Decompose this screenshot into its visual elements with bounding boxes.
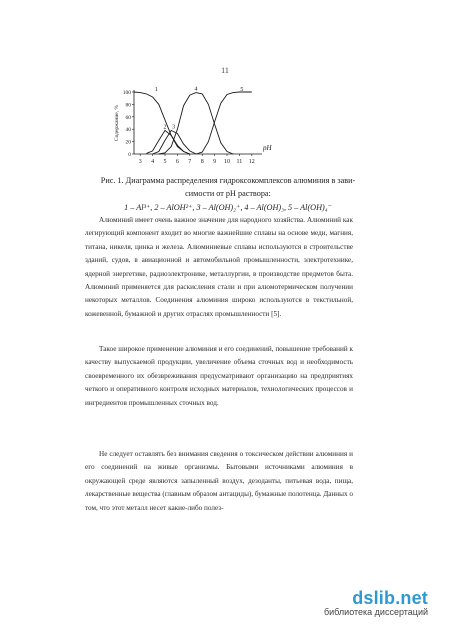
figure-caption-line-2: симости от рН раствора: bbox=[185, 189, 271, 198]
x-tick-label: 3 bbox=[138, 159, 142, 165]
paragraph: Алюминий имеет очень важное значение для народного хозяйства. Алюминий как легирующий компонент входит во многие важнейшие сплавы на основе меди, магния, титана, никеля, цинка и железа. Алюминиевые сплавы используются в строительстве зданий, судов, в авиационной и автомобильной промышленности, электротехнике, ядерной энергетике, радиоэлектронике, металлургии, в производстве предметов быта. Алюминий применяется для раскисления стали и при алюмотермическом получении некоторых металлов. Соединения алюминия широко используются в текстильной, кожевенной, бумажной и других отраслях промышленности [5]. bbox=[85, 216, 353, 318]
x-tick-label: 7 bbox=[188, 159, 192, 165]
series-label-1: 1 bbox=[154, 87, 158, 93]
page-number: 11 bbox=[221, 66, 229, 75]
x-tick-label: 8 bbox=[200, 159, 204, 165]
y-tick-label: 40 bbox=[125, 127, 131, 134]
series-label-4: 4 bbox=[194, 86, 198, 93]
series-line-1 bbox=[134, 92, 190, 154]
site-logo[interactable]: dslib.net bbox=[352, 588, 428, 608]
y-axis-label: Содержание, % bbox=[114, 104, 120, 142]
series-line-5 bbox=[196, 92, 252, 154]
x-tick-label: 6 bbox=[175, 159, 179, 165]
ph-distribution-chart bbox=[108, 84, 278, 170]
y-tick-label: 100 bbox=[122, 90, 131, 96]
figure-caption-line-1: Рис. 1. Диаграмма распределения гидроксокомплексов алюминия в зави- bbox=[100, 176, 356, 185]
series-line-3 bbox=[153, 130, 196, 154]
series-label-5: 5 bbox=[240, 87, 244, 93]
y-tick-label: 60 bbox=[125, 114, 131, 121]
paragraph: Не следует оставлять без внимания сведения о токсическом действии алюминия и его соединений на живые организмы. Бытовыми источниками алюминия в окружающей среде являются запыленный воздух, дезоданты, питьевая вода, пища, лекарственные вещества (главным образом антациды), бумажные полотенца. Данных о том, что этот металл несет какие-либо полез- bbox=[85, 450, 353, 512]
site-watermark[interactable] bbox=[324, 588, 428, 617]
x-axis-label: pH bbox=[263, 144, 272, 152]
site-tagline: библиотека диссертаций bbox=[323, 607, 428, 617]
series-label-2: 2 bbox=[163, 124, 167, 131]
x-tick-label: 9 bbox=[213, 159, 217, 165]
paragraph: Такое широкое применение алюминия и его соединений, повышение требований к качеству выпускаемой продукции, увеличение объема сточных вод и необходимость своевременного их обезвреживания предусматривают организацию на предприятиях четкого и оперативного контроля исходных материалов, технологических процессов и ингредиентов промышленных сточных вод. bbox=[85, 345, 353, 407]
y-tick-label: 80 bbox=[125, 102, 131, 109]
series-line-2 bbox=[146, 130, 189, 154]
x-tick-label: 12 bbox=[248, 159, 255, 165]
series-label-3: 3 bbox=[172, 124, 176, 131]
y-tick-label: 20 bbox=[125, 139, 131, 146]
figure-caption-legend: 1 – Al³⁺, 2 – AlOH²⁺, 3 – Al(OH)₂⁺, 4 – Al(OH)₃, 5 – Al(OH)₄⁻ bbox=[124, 203, 332, 212]
x-tick-label: 10 bbox=[224, 159, 230, 165]
y-tick-label: 0 bbox=[128, 152, 131, 158]
x-tick-label: 11 bbox=[236, 159, 243, 165]
x-tick-label: 5 bbox=[163, 159, 167, 165]
x-tick-label: 4 bbox=[151, 159, 155, 165]
